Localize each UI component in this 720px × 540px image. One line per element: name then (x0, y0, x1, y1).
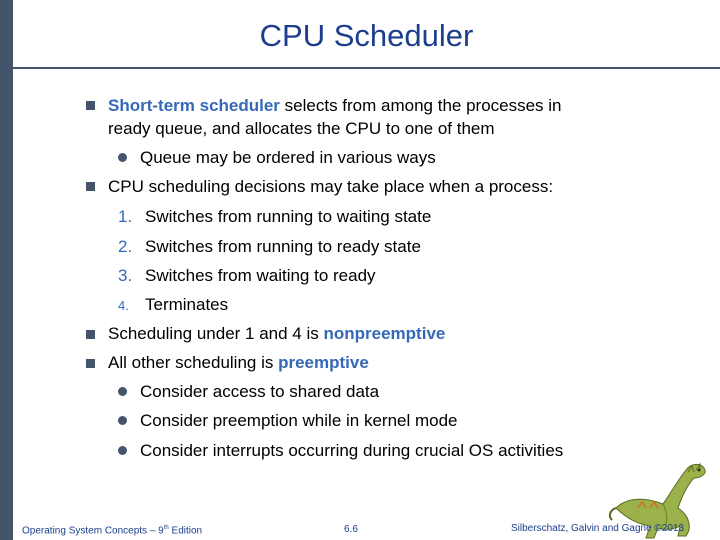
bullet-nonpreemptive (108, 322, 445, 346)
round-bullet-icon (118, 416, 127, 425)
list-number: 3. (118, 266, 133, 285)
numbered-item: Terminates (145, 295, 229, 314)
bullet-text: Scheduling under 1 and 4 is (108, 324, 324, 343)
numbered-item: Switches from waiting to ready (145, 266, 376, 285)
round-bullet-icon (118, 153, 127, 162)
preemptive-term: preemptive (278, 353, 369, 372)
nonpreemptive-term: nonpreemptive (323, 324, 446, 343)
square-bullet-icon (86, 330, 95, 339)
square-bullet-icon (86, 101, 95, 110)
list-number: 1. (118, 207, 133, 226)
numbered-item: Switches from running to waiting state (145, 207, 432, 226)
sub-bullet-shared-data: Consider access to shared data (140, 382, 380, 401)
footer-page-number: 6.6 (344, 524, 358, 535)
list-number: 4. (118, 298, 129, 313)
list-number: 2. (118, 237, 133, 256)
short-term-scheduler-term: Short-term scheduler (108, 96, 280, 115)
bullet-text: selects from among the processes in (279, 96, 562, 115)
bullet-scheduling-decisions: CPU scheduling decisions may take place when a process: (108, 177, 554, 196)
slide-title: CPU Scheduler (259, 18, 474, 53)
round-bullet-icon (118, 387, 127, 396)
footer-copyright: Silberschatz, Galvin and Gagne ©2013 (511, 523, 685, 534)
bullet-continuation: ready queue, and allocates the CPU to one of them (108, 119, 495, 138)
footer-book-title: Operating System Concepts – 9th Edition (22, 525, 203, 537)
sub-bullet-kernel-mode: Consider preemption while in kernel mode (140, 411, 458, 430)
numbered-item: Switches from running to ready state (145, 237, 421, 256)
sub-bullet-interrupts: Consider interrupts occurring during crucial OS activities (140, 441, 564, 460)
square-bullet-icon (86, 182, 95, 191)
bullet-text: All other scheduling is (108, 353, 279, 372)
bullet-preemptive (108, 351, 369, 375)
round-bullet-icon (118, 446, 127, 455)
bullet-short-term-scheduler (108, 94, 562, 118)
square-bullet-icon (86, 359, 95, 368)
sub-bullet-queue-order: Queue may be ordered in various ways (140, 148, 436, 167)
